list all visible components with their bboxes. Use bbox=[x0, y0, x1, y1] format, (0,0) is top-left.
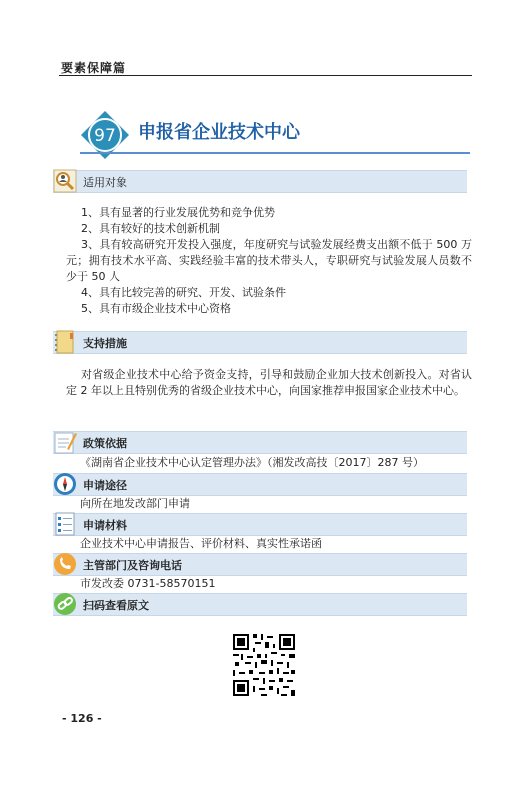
section-label-policy: 政策依据 bbox=[83, 437, 127, 450]
chain-link-icon bbox=[53, 591, 77, 617]
section-label-support: 支持措施 bbox=[83, 337, 127, 350]
page-title: 申报省企业技术中心 bbox=[138, 122, 300, 143]
support-text: 对省级企业技术中心给予资金支持，引导和鼓励企业加大技术创新投入。对省认定 2 年以上且特别优秀的省级企业技术中心，向国家推荐申报国家企业技术中心。 bbox=[66, 368, 472, 397]
section-bar-materials bbox=[53, 513, 467, 536]
section-bar-channel bbox=[53, 473, 467, 496]
phone-icon bbox=[53, 551, 77, 577]
section-label-contact: 主管部门及咨询电话 bbox=[83, 559, 182, 572]
running-header: 要素保障篇 bbox=[61, 61, 127, 75]
compass-icon bbox=[53, 471, 77, 497]
magnifier-person-icon bbox=[53, 168, 77, 194]
eligibility-item-2: 2、具有较好的技术创新机制 bbox=[81, 222, 220, 235]
section-bar-eligibility bbox=[53, 170, 467, 193]
section-label-eligibility: 适用对象 bbox=[83, 176, 127, 189]
section-bar-policy bbox=[53, 431, 467, 454]
eligibility-item-3: 3、具有较高研究开发投入强度，年度研究与试验发展经费支出额不低于 500 万元；拥有技术水平高、实践经验丰富的技术带头人，专职研究与试验发展人员数不少于 50 人 bbox=[66, 238, 472, 283]
pencil-paper-icon bbox=[53, 429, 77, 455]
materials-text: 企业技术中心申请报告、评价材料、真实性承诺函 bbox=[80, 537, 322, 550]
eligibility-item-5: 5、具有市级企业技术中心资格 bbox=[81, 302, 231, 315]
section-label-materials: 申请材料 bbox=[83, 519, 127, 532]
contact-text: 市发改委 0731-58570151 bbox=[80, 577, 216, 590]
section-bar-support bbox=[53, 331, 467, 354]
list-icon bbox=[53, 511, 77, 537]
eligibility-item-4: 4、具有比较完善的研究、开发、试验条件 bbox=[81, 286, 286, 299]
eligibility-item-1: 1、具有显著的行业发展优势和竞争优势 bbox=[81, 206, 275, 219]
page-number: - 126 - bbox=[62, 712, 102, 725]
section-label-channel: 申请途径 bbox=[83, 479, 127, 492]
notebook-icon bbox=[53, 329, 77, 355]
header-rule bbox=[59, 75, 472, 76]
policy-text: 《湖南省企业技术中心认定管理办法》（湘发改高技〔2017〕287 号） bbox=[80, 456, 424, 469]
section-label-scan: 扫码查看原文 bbox=[83, 599, 149, 612]
qr-code[interactable] bbox=[231, 632, 297, 698]
badge-number: 97 bbox=[94, 126, 116, 146]
title-underline bbox=[80, 152, 470, 154]
section-bar-contact bbox=[53, 553, 467, 576]
channel-text: 向所在地发改部门申请 bbox=[80, 497, 190, 510]
section-bar-scan bbox=[53, 593, 467, 616]
